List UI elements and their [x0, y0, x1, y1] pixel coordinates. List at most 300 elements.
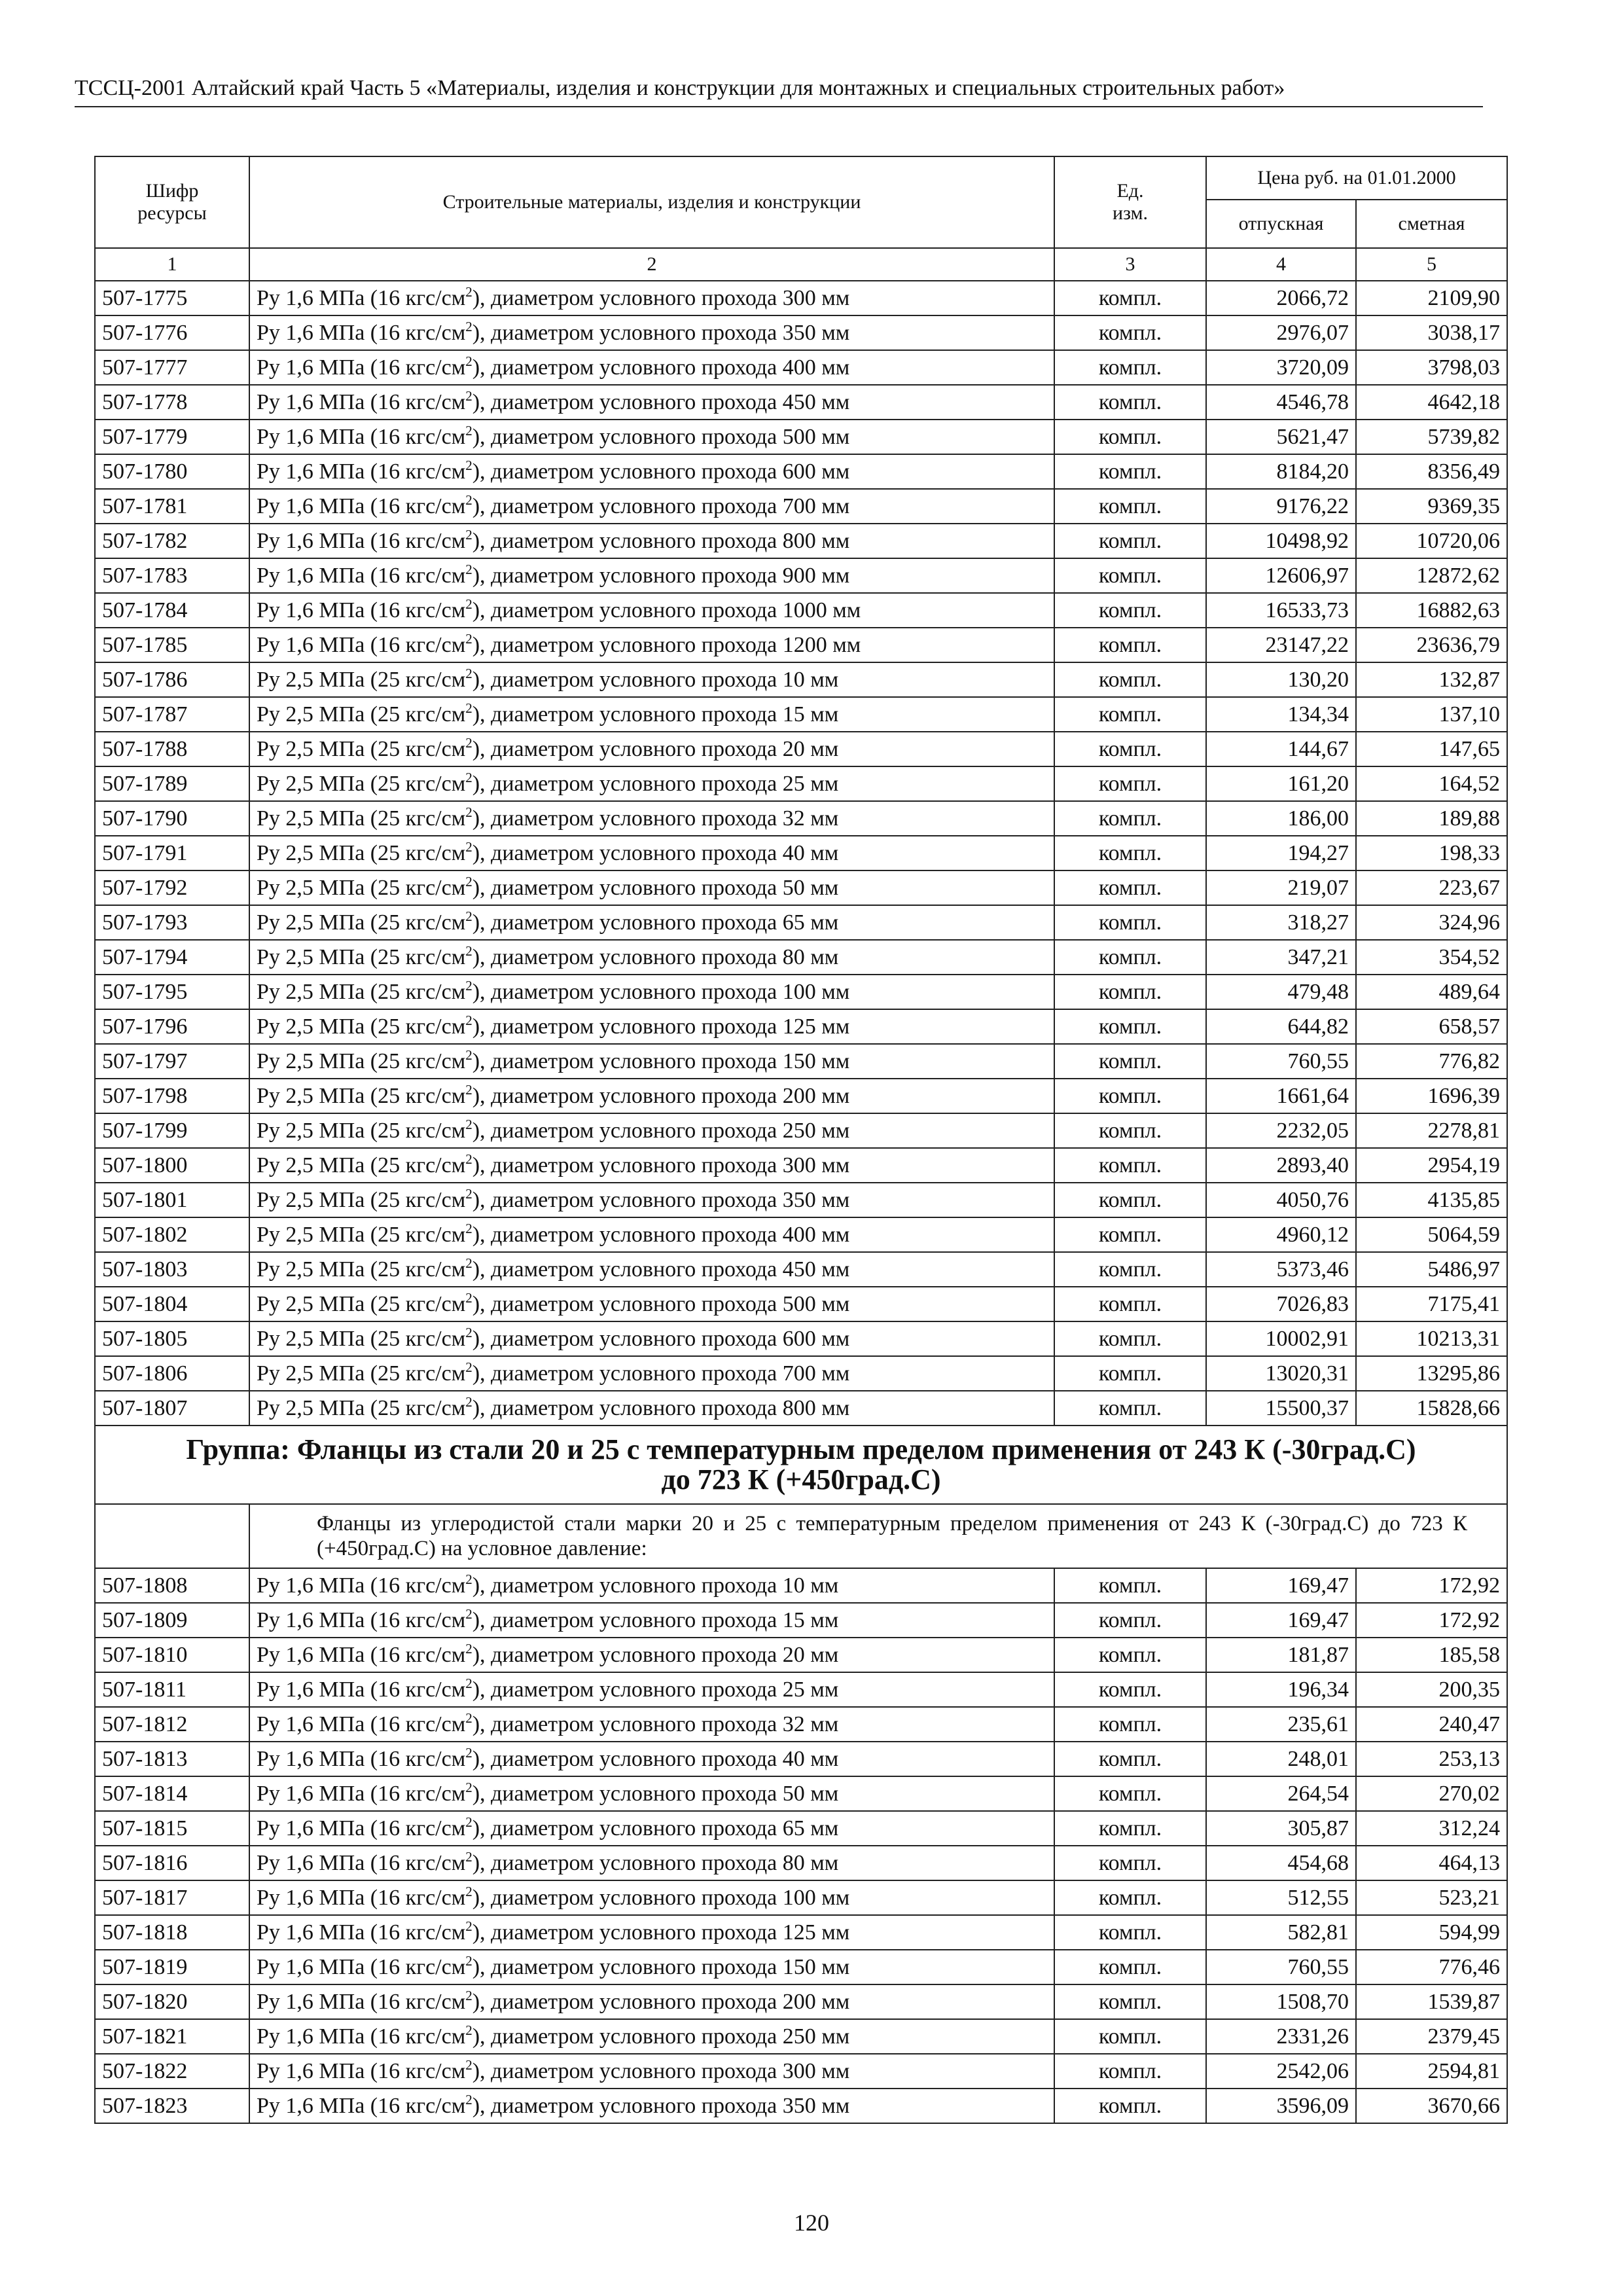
release-price: 15500,37 — [1206, 1391, 1356, 1426]
description-text: Ру 1,6 МПа (16 кгс/см — [257, 1642, 466, 1667]
estimate-price: 5486,97 — [1356, 1252, 1507, 1287]
unit-of-measure: компл. — [1054, 1603, 1206, 1638]
material-description — [249, 1079, 1054, 1113]
estimate-price: 23636,79 — [1356, 628, 1507, 662]
description-text-tail: ), диаметром условного прохода 800 мм — [472, 1395, 850, 1420]
unit-of-measure: компл. — [1054, 870, 1206, 905]
unit-superscript: 2 — [465, 1918, 473, 1934]
estimate-price: 489,64 — [1356, 975, 1507, 1009]
description-text: Ру 1,6 МПа (16 кгс/см — [257, 424, 466, 449]
resource-code: 507-1816 — [95, 1846, 249, 1880]
description-text-tail: ), диаметром условного прохода 32 мм — [472, 806, 839, 831]
resource-code: 507-1823 — [95, 2089, 249, 2123]
estimate-price: 164,52 — [1356, 766, 1507, 801]
material-description — [249, 1183, 1054, 1217]
unit-of-measure: компл. — [1054, 593, 1206, 628]
description-text: Ру 1,6 МПа (16 кгс/см — [257, 1607, 466, 1632]
description-text-tail: ), диаметром условного прохода 350 мм — [472, 2093, 850, 2118]
resource-code: 507-1794 — [95, 940, 249, 975]
release-price: 23147,22 — [1206, 628, 1356, 662]
description-text-tail: ), диаметром условного прохода 150 мм — [472, 1954, 850, 1979]
document-header: ТССЦ-2001 Алтайский край Часть 5 «Материалы, изделия и конструкции для монтажных и специальных строительных работ» — [75, 73, 1483, 107]
release-price: 318,27 — [1206, 905, 1356, 940]
resource-code: 507-1798 — [95, 1079, 249, 1113]
unit-superscript: 2 — [465, 457, 473, 473]
group-heading — [95, 1426, 1507, 1504]
table-row — [95, 1183, 1507, 1217]
unit-of-measure: компл. — [1054, 697, 1206, 732]
resource-code: 507-1790 — [95, 801, 249, 836]
table-row — [95, 1880, 1507, 1915]
table-row — [95, 1391, 1507, 1426]
resource-code: 507-1802 — [95, 1217, 249, 1252]
table-row — [95, 1707, 1507, 1742]
release-price: 248,01 — [1206, 1742, 1356, 1776]
description-text: Ру 2,5 МПа (25 кгс/см — [257, 806, 466, 831]
estimate-price: 240,47 — [1356, 1707, 1507, 1742]
material-description — [249, 1742, 1054, 1776]
unit-of-measure: компл. — [1054, 420, 1206, 454]
resource-code: 507-1797 — [95, 1044, 249, 1079]
resource-code: 507-1785 — [95, 628, 249, 662]
estimate-price: 223,67 — [1356, 870, 1507, 905]
release-price: 10002,91 — [1206, 1321, 1356, 1356]
resource-code: 507-1777 — [95, 350, 249, 385]
release-price: 454,68 — [1206, 1846, 1356, 1880]
table-row — [95, 593, 1507, 628]
unit-of-measure: компл. — [1054, 1638, 1206, 1672]
material-description — [249, 1846, 1054, 1880]
material-description — [249, 662, 1054, 697]
description-text: Ру 2,5 МПа (25 кгс/см — [257, 1153, 466, 1177]
unit-of-measure: компл. — [1054, 1742, 1206, 1776]
resource-code: 507-1801 — [95, 1183, 249, 1217]
material-description — [249, 1950, 1054, 1984]
table-row — [95, 1321, 1507, 1356]
estimate-price: 1696,39 — [1356, 1079, 1507, 1113]
resource-code: 507-1775 — [95, 281, 249, 315]
unit-superscript: 2 — [465, 561, 473, 577]
unit-of-measure: компл. — [1054, 1984, 1206, 2019]
material-description — [249, 2089, 1054, 2123]
description-text-tail: ), диаметром условного прохода 10 мм — [472, 667, 839, 692]
material-description — [249, 1880, 1054, 1915]
release-price: 1508,70 — [1206, 1984, 1356, 2019]
resource-code: 507-1804 — [95, 1287, 249, 1321]
estimate-price: 523,21 — [1356, 1880, 1507, 1915]
description-text: Ру 2,5 МПа (25 кгс/см — [257, 1257, 466, 1282]
release-price: 1661,64 — [1206, 1079, 1356, 1113]
description-text-tail: ), диаметром условного прохода 900 мм — [472, 563, 850, 588]
description-text-tail: ), диаметром условного прохода 25 мм — [472, 771, 839, 796]
estimate-price: 137,10 — [1356, 697, 1507, 732]
unit-superscript: 2 — [465, 283, 473, 300]
description-text-tail: ), диаметром условного прохода 700 мм — [472, 493, 850, 518]
description-text: Ру 2,5 МПа (25 кгс/см — [257, 1049, 466, 1073]
description-text-tail: ), диаметром условного прохода 20 мм — [472, 1642, 839, 1667]
release-price: 130,20 — [1206, 662, 1356, 697]
material-description — [249, 350, 1054, 385]
resource-code: 507-1811 — [95, 1672, 249, 1707]
release-price: 760,55 — [1206, 1044, 1356, 1079]
table-row — [95, 1568, 1507, 1603]
unit-superscript: 2 — [465, 1675, 473, 1691]
estimate-price: 270,02 — [1356, 1776, 1507, 1811]
group-heading-line-1: Группа: Фланцы из стали 20 и 25 с температурным пределом применения от 243 К (-30град.С) — [186, 1433, 1416, 1465]
estimate-price: 2109,90 — [1356, 281, 1507, 315]
material-description — [249, 1321, 1054, 1356]
estimate-price: 10213,31 — [1356, 1321, 1507, 1356]
column-number: 4 — [1206, 248, 1356, 281]
table-row — [95, 732, 1507, 766]
table-row — [95, 1287, 1507, 1321]
resource-code: 507-1781 — [95, 489, 249, 524]
description-text-tail: ), диаметром условного прохода 40 мм — [472, 1746, 839, 1771]
unit-superscript: 2 — [465, 1393, 473, 1410]
description-text: Ру 2,5 МПа (25 кгс/см — [257, 1361, 466, 1386]
description-text: Ру 1,6 МПа (16 кгс/см — [257, 459, 466, 484]
resource-code: 507-1819 — [95, 1950, 249, 1984]
release-price: 2066,72 — [1206, 281, 1356, 315]
estimate-price: 9369,35 — [1356, 489, 1507, 524]
description-text: Ру 2,5 МПа (25 кгс/см — [257, 1395, 466, 1420]
material-description — [249, 385, 1054, 420]
resource-code: 507-1808 — [95, 1568, 249, 1603]
description-text-tail: ), диаметром условного прохода 150 мм — [472, 1049, 850, 1073]
description-text-tail: ), диаметром условного прохода 100 мм — [472, 979, 850, 1004]
description-text: Ру 1,6 МПа (16 кгс/см — [257, 1989, 466, 2014]
unit-of-measure: компл. — [1054, 628, 1206, 662]
description-text-tail: ), диаметром условного прохода 1200 мм — [472, 632, 861, 657]
material-description — [249, 420, 1054, 454]
unit-of-measure: компл. — [1054, 558, 1206, 593]
material-description — [249, 1638, 1054, 1672]
release-price: 10498,92 — [1206, 524, 1356, 558]
unit-superscript: 2 — [465, 769, 473, 785]
description-text: Ру 2,5 МПа (25 кгс/см — [257, 771, 466, 796]
release-price: 2976,07 — [1206, 315, 1356, 350]
release-price: 169,47 — [1206, 1568, 1356, 1603]
resource-code: 507-1805 — [95, 1321, 249, 1356]
unit-superscript: 2 — [465, 1185, 473, 1202]
description-text: Ру 1,6 МПа (16 кгс/см — [257, 493, 466, 518]
unit-superscript: 2 — [465, 353, 473, 369]
material-description — [249, 558, 1054, 593]
material-description — [249, 975, 1054, 1009]
material-description — [249, 732, 1054, 766]
resource-code: 507-1820 — [95, 1984, 249, 2019]
unit-of-measure: компл. — [1054, 1183, 1206, 1217]
table-row — [95, 1009, 1507, 1044]
description-text: Ру 1,6 МПа (16 кгс/см — [257, 598, 466, 622]
unit-of-measure: компл. — [1054, 1880, 1206, 1915]
price-table — [94, 156, 1508, 2124]
resource-code: 507-1799 — [95, 1113, 249, 1148]
release-price: 161,20 — [1206, 766, 1356, 801]
description-text-tail: ), диаметром условного прохода 80 мм — [472, 1850, 839, 1875]
table-body-group-b — [95, 1568, 1507, 2123]
estimate-price: 594,99 — [1356, 1915, 1507, 1950]
table-row — [95, 1984, 1507, 2019]
column-number: 3 — [1054, 248, 1206, 281]
release-price: 347,21 — [1206, 940, 1356, 975]
description-text: Ру 2,5 МПа (25 кгс/см — [257, 979, 466, 1004]
table-row — [95, 836, 1507, 870]
column-header-name: Строительные материалы, изделия и конструкции — [249, 156, 1054, 248]
description-text: Ру 2,5 МПа (25 кгс/см — [257, 875, 466, 900]
description-text-tail: ), диаметром условного прохода 20 мм — [472, 736, 839, 761]
unit-superscript: 2 — [465, 492, 473, 508]
release-price: 4050,76 — [1206, 1183, 1356, 1217]
table-row — [95, 975, 1507, 1009]
release-price: 2893,40 — [1206, 1148, 1356, 1183]
estimate-price: 253,13 — [1356, 1742, 1507, 1776]
unit-of-measure: компл. — [1054, 1915, 1206, 1950]
material-description — [249, 1356, 1054, 1391]
unit-of-measure: компл. — [1054, 1356, 1206, 1391]
material-description — [249, 1603, 1054, 1638]
unit-of-measure: компл. — [1054, 1811, 1206, 1846]
description-text: Ру 2,5 МПа (25 кгс/см — [257, 667, 466, 692]
unit-of-measure: компл. — [1054, 940, 1206, 975]
resource-code: 507-1787 — [95, 697, 249, 732]
unit-superscript: 2 — [465, 1151, 473, 1167]
description-text-tail: ), диаметром условного прохода 250 мм — [472, 1118, 850, 1143]
unit-superscript: 2 — [465, 977, 473, 994]
release-price: 644,82 — [1206, 1009, 1356, 1044]
estimate-price: 776,46 — [1356, 1950, 1507, 1984]
table-row — [95, 1672, 1507, 1707]
column-header-code: Шифр ресурсы — [95, 156, 249, 248]
unit-of-measure: компл. — [1054, 1252, 1206, 1287]
unit-of-measure: компл. — [1054, 836, 1206, 870]
unit-superscript: 2 — [465, 318, 473, 334]
description-text-tail: ), диаметром условного прохода 250 мм — [472, 2024, 850, 2049]
estimate-price: 1539,87 — [1356, 1984, 1507, 2019]
unit-of-measure: компл. — [1054, 350, 1206, 385]
page-number: 120 — [794, 2210, 829, 2236]
resource-code: 507-1796 — [95, 1009, 249, 1044]
table-row — [95, 1811, 1507, 1846]
unit-of-measure: компл. — [1054, 905, 1206, 940]
material-description — [249, 766, 1054, 801]
description-text-tail: ), диаметром условного прохода 125 мм — [472, 1014, 850, 1039]
description-text: Ру 1,6 МПа (16 кгс/см — [257, 1885, 466, 1910]
unit-of-measure: компл. — [1054, 1044, 1206, 1079]
resource-code: 507-1803 — [95, 1252, 249, 1287]
estimate-price: 12872,62 — [1356, 558, 1507, 593]
column-header-estimate-price: сметная — [1356, 200, 1507, 248]
table-row — [95, 420, 1507, 454]
estimate-price: 147,65 — [1356, 732, 1507, 766]
description-text-tail: ), диаметром условного прохода 400 мм — [472, 1222, 850, 1247]
unit-of-measure: компл. — [1054, 1950, 1206, 1984]
unit-of-measure: компл. — [1054, 1707, 1206, 1742]
material-description — [249, 1113, 1054, 1148]
estimate-price: 4642,18 — [1356, 385, 1507, 420]
description-text-tail: ), диаметром условного прохода 125 мм — [472, 1920, 850, 1945]
unit-superscript: 2 — [465, 1744, 473, 1761]
description-text: Ру 2,5 МПа (25 кгс/см — [257, 1187, 466, 1212]
material-description — [249, 524, 1054, 558]
estimate-price: 189,88 — [1356, 801, 1507, 836]
resource-code: 507-1822 — [95, 2054, 249, 2089]
material-description — [249, 1776, 1054, 1811]
table-row — [95, 454, 1507, 489]
estimate-price: 5739,82 — [1356, 420, 1507, 454]
unit-superscript: 2 — [465, 838, 473, 855]
release-price: 479,48 — [1206, 975, 1356, 1009]
release-price: 512,55 — [1206, 1880, 1356, 1915]
table-row — [95, 1148, 1507, 1183]
unit-of-measure: компл. — [1054, 1672, 1206, 1707]
estimate-price: 7175,41 — [1356, 1287, 1507, 1321]
release-price: 3596,09 — [1206, 2089, 1356, 2123]
release-price: 9176,22 — [1206, 489, 1356, 524]
estimate-price: 3798,03 — [1356, 350, 1507, 385]
description-text-tail: ), диаметром условного прохода 200 мм — [472, 1989, 850, 2014]
estimate-price: 464,13 — [1356, 1846, 1507, 1880]
release-price: 219,07 — [1206, 870, 1356, 905]
resource-code: 507-1783 — [95, 558, 249, 593]
unit-superscript: 2 — [465, 908, 473, 924]
material-description — [249, 315, 1054, 350]
description-text: Ру 1,6 МПа (16 кгс/см — [257, 1816, 466, 1840]
release-price: 7026,83 — [1206, 1287, 1356, 1321]
unit-superscript: 2 — [465, 2091, 473, 2108]
resource-code: 507-1821 — [95, 2019, 249, 2054]
release-price: 16533,73 — [1206, 593, 1356, 628]
description-text-tail: ), диаметром условного прохода 32 мм — [472, 1712, 839, 1736]
unit-superscript: 2 — [465, 422, 473, 439]
unit-superscript: 2 — [465, 700, 473, 716]
unit-of-measure: компл. — [1054, 1391, 1206, 1426]
unit-of-measure: компл. — [1054, 489, 1206, 524]
material-description — [249, 281, 1054, 315]
unit-of-measure: компл. — [1054, 1568, 1206, 1603]
column-number: 2 — [249, 248, 1054, 281]
column-header-price-group: Цена руб. на 01.01.2000 — [1206, 156, 1507, 200]
estimate-price: 185,58 — [1356, 1638, 1507, 1672]
resource-code: 507-1779 — [95, 420, 249, 454]
resource-code: 507-1778 — [95, 385, 249, 420]
unit-of-measure: компл. — [1054, 524, 1206, 558]
release-price: 169,47 — [1206, 1603, 1356, 1638]
description-text: Ру 2,5 МПа (25 кгс/см — [257, 944, 466, 969]
unit-superscript: 2 — [465, 1220, 473, 1236]
release-price: 8184,20 — [1206, 454, 1356, 489]
description-text: Ру 2,5 МПа (25 кгс/см — [257, 736, 466, 761]
unit-superscript: 2 — [465, 1814, 473, 1830]
resource-code: 507-1800 — [95, 1148, 249, 1183]
unit-superscript: 2 — [465, 1116, 473, 1132]
resource-code: 507-1784 — [95, 593, 249, 628]
table-row — [95, 1044, 1507, 1079]
estimate-price: 172,92 — [1356, 1568, 1507, 1603]
material-description — [249, 454, 1054, 489]
unit-superscript: 2 — [465, 665, 473, 681]
estimate-price: 8356,49 — [1356, 454, 1507, 489]
unit-superscript: 2 — [465, 2056, 473, 2073]
table-row — [95, 662, 1507, 697]
table-row — [95, 350, 1507, 385]
unit-superscript: 2 — [465, 1848, 473, 1865]
release-price: 2542,06 — [1206, 2054, 1356, 2089]
table-row — [95, 766, 1507, 801]
description-text: Ру 1,6 МПа (16 кгс/см — [257, 1850, 466, 1875]
resource-code: 507-1789 — [95, 766, 249, 801]
table-row — [95, 1776, 1507, 1811]
resource-code: 507-1810 — [95, 1638, 249, 1672]
unit-of-measure: компл. — [1054, 1321, 1206, 1356]
estimate-price: 354,52 — [1356, 940, 1507, 975]
unit-superscript: 2 — [465, 1710, 473, 1726]
estimate-price: 3670,66 — [1356, 2089, 1507, 2123]
unit-superscript: 2 — [465, 942, 473, 959]
release-price: 760,55 — [1206, 1950, 1356, 1984]
description-text-tail: ), диаметром условного прохода 500 мм — [472, 1291, 850, 1316]
estimate-price: 4135,85 — [1356, 1183, 1507, 1217]
column-header-unit: Ед. изм. — [1054, 156, 1206, 248]
unit-of-measure: компл. — [1054, 2089, 1206, 2123]
description-text: Ру 2,5 МПа (25 кгс/см — [257, 1326, 466, 1351]
release-price: 582,81 — [1206, 1915, 1356, 1950]
description-text: Ру 2,5 МПа (25 кгс/см — [257, 1083, 466, 1108]
table-row — [95, 1950, 1507, 1984]
description-text: Ру 1,6 МПа (16 кгс/см — [257, 1746, 466, 1771]
resource-code: 507-1793 — [95, 905, 249, 940]
description-text-tail: ), диаметром условного прохода 50 мм — [472, 1781, 839, 1806]
material-description — [249, 1568, 1054, 1603]
unit-of-measure: компл. — [1054, 454, 1206, 489]
release-price: 181,87 — [1206, 1638, 1356, 1672]
description-text: Ру 2,5 МПа (25 кгс/см — [257, 702, 466, 726]
unit-of-measure: компл. — [1054, 1776, 1206, 1811]
table-row — [95, 558, 1507, 593]
material-description — [249, 1009, 1054, 1044]
unit-superscript: 2 — [465, 1640, 473, 1657]
estimate-price: 16882,63 — [1356, 593, 1507, 628]
resource-code: 507-1782 — [95, 524, 249, 558]
resource-code: 507-1795 — [95, 975, 249, 1009]
material-description — [249, 1707, 1054, 1742]
resource-code: 507-1776 — [95, 315, 249, 350]
description-text-tail: ), диаметром условного прохода 15 мм — [472, 1607, 839, 1632]
estimate-price: 2278,81 — [1356, 1113, 1507, 1148]
material-description — [249, 1217, 1054, 1252]
table-row — [95, 870, 1507, 905]
material-description — [249, 940, 1054, 975]
description-text: Ру 1,6 МПа (16 кгс/см — [257, 1573, 466, 1598]
release-price: 3720,09 — [1206, 350, 1356, 385]
table-row — [95, 1915, 1507, 1950]
resource-code: 507-1786 — [95, 662, 249, 697]
unit-superscript: 2 — [465, 873, 473, 889]
estimate-price: 200,35 — [1356, 1672, 1507, 1707]
table-body-group-a — [95, 281, 1507, 1426]
material-description — [249, 489, 1054, 524]
description-text-tail: ), диаметром условного прохода 400 мм — [472, 355, 850, 380]
material-description — [249, 1287, 1054, 1321]
description-text: Ру 1,6 МПа (16 кгс/см — [257, 2058, 466, 2083]
release-price: 4546,78 — [1206, 385, 1356, 420]
resource-code: 507-1809 — [95, 1603, 249, 1638]
material-description — [249, 836, 1054, 870]
material-description — [249, 1672, 1054, 1707]
estimate-price: 5064,59 — [1356, 1217, 1507, 1252]
description-text-tail: ), диаметром условного прохода 300 мм — [472, 2058, 850, 2083]
material-description — [249, 870, 1054, 905]
